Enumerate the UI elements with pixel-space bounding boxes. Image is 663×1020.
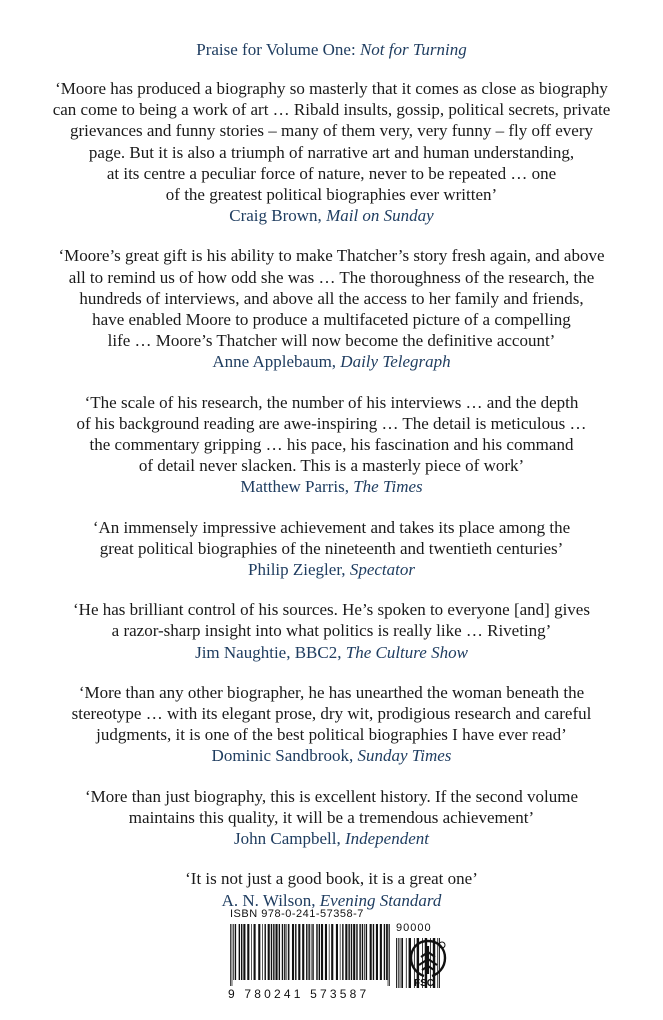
review-quote <box>40 599 623 663</box>
barcode-bar <box>331 924 333 980</box>
barcode-bar <box>329 924 330 980</box>
attribution-author: A. N. Wilson, <box>221 890 320 910</box>
barcode-bar <box>396 938 397 988</box>
barcode-bar <box>243 924 245 980</box>
barcode-bar <box>239 924 240 980</box>
barcode-bar <box>340 924 341 980</box>
barcode-bar <box>356 924 357 980</box>
barcode-bar <box>359 924 360 980</box>
attribution-author: Jim Naughtie, BBC2, <box>195 642 346 662</box>
quote-line: stereotype … with its elegant prose, dry wit, prodigious research and careful <box>71 704 592 724</box>
attribution-author: Matthew Parris, <box>240 477 354 497</box>
barcode-bar <box>241 924 242 980</box>
barcode-bar <box>319 924 320 980</box>
barcode-bar <box>268 924 270 980</box>
barcode-bar <box>298 924 300 980</box>
barcode-bar <box>348 924 349 980</box>
attribution-source: Spectator <box>349 560 415 580</box>
barcode-bar <box>384 924 385 980</box>
review-quotes <box>40 78 623 930</box>
quote-attribution <box>40 351 623 372</box>
barcode-bar <box>286 924 287 980</box>
barcode-bar <box>370 924 372 980</box>
barcode-bar <box>364 924 365 980</box>
barcode-bar <box>233 924 234 980</box>
barcode-bar <box>325 924 327 980</box>
barcode-bar <box>366 924 367 980</box>
quote-line: great political biographies of the nineteenth and twentieth centuries’ <box>99 538 564 558</box>
review-quote <box>40 245 623 372</box>
attribution-source: The Times <box>353 477 423 497</box>
quote-line: hundreds of interviews, and above all the access to her family and friends, <box>79 288 584 308</box>
quote-line: ‘Moore has produced a biography so masterly that it comes as close as biography <box>55 79 608 98</box>
quote-attribution <box>40 205 623 226</box>
attribution-source: Daily Telegraph <box>340 352 451 372</box>
attribution-source: Sunday Times <box>357 746 452 766</box>
quote-attribution <box>40 642 623 663</box>
barcode-bar <box>279 924 280 980</box>
barcode-bar <box>386 924 387 980</box>
quote-attribution <box>40 559 623 580</box>
isbn-label: ISBN 978-0-241-57358-7 <box>230 908 364 920</box>
barcode-bar <box>401 938 403 988</box>
quote-line: ‘More than any other biographer, he has unearthed the woman beneath the <box>78 682 585 702</box>
quote-line: all to remind us of how odd she was … The thoroughness of the research, the <box>68 267 595 287</box>
quote-line: of his background reading are awe-inspiring … The detail is meticulous … <box>76 413 587 433</box>
quote-line: life … Moore’s Thatcher will now become the definitive account’ <box>107 331 556 351</box>
barcode-bar <box>235 924 236 980</box>
review-quote <box>40 786 623 850</box>
barcode-bar <box>251 924 252 980</box>
barcode-bar <box>336 924 338 980</box>
barcode-bar <box>362 924 363 980</box>
quote-attribution <box>40 745 623 766</box>
praise-heading <box>0 40 663 60</box>
quote-line: ‘It is not just a good book, it is a great one’ <box>185 869 478 889</box>
barcode-bar <box>275 924 277 980</box>
barcode-bar <box>288 924 289 980</box>
barcode-bar <box>284 924 285 980</box>
barcode-bar <box>308 924 309 980</box>
review-quote <box>40 517 623 581</box>
attribution-author: John Campbell, <box>234 829 345 849</box>
barcode-bar <box>282 924 283 980</box>
attribution-source: Mail on Sunday <box>326 206 434 226</box>
barcode-bar <box>406 938 407 988</box>
quote-line: ‘He has brilliant control of his sources. He’s spoken to everyone [and] gives <box>73 600 590 620</box>
quote-line: can come to being a work of art … Ribald insults, gossip, political secrets, private <box>52 100 611 120</box>
barcode-bar <box>265 924 266 980</box>
barcode-bar <box>380 924 382 980</box>
barcode-bar <box>345 924 347 980</box>
attribution-author: Dominic Sandbrook, <box>211 746 358 766</box>
barcode-bar <box>302 924 304 980</box>
quote-line: of the greatest political biographies ever written’ <box>165 185 498 205</box>
attribution-author: Philip Ziegler, <box>248 560 350 580</box>
barcode-bar <box>258 924 260 980</box>
barcode-bar <box>292 924 294 980</box>
quote-line: have enabled Moore to produce a multifaceted picture of a compelling <box>92 310 571 330</box>
barcode-bar <box>273 924 274 980</box>
barcode-bar <box>295 924 296 980</box>
quote-line: ‘An immensely impressive achievement and takes its place among the <box>92 517 571 537</box>
attribution-source: The Culture Show <box>345 642 468 662</box>
barcode-bar <box>311 924 312 980</box>
barcode-bar <box>342 924 343 980</box>
quote-line: ‘The scale of his research, the number of his interviews … and the depth <box>84 392 579 412</box>
praise-heading-title: Not for Turning <box>359 40 467 59</box>
attribution-source: Independent <box>344 829 429 849</box>
quote-attribution <box>40 828 623 849</box>
ean-digits: 9 780241 573587 <box>228 987 370 1001</box>
quote-line: maintains this quality, it will be a tremendous achievement’ <box>128 807 535 827</box>
quote-line: judgments, it is one of the best political biographies I have ever read’ <box>96 725 567 745</box>
quote-attribution <box>40 476 623 497</box>
barcode-bar <box>230 924 231 986</box>
review-quote <box>40 78 623 226</box>
barcode-bar <box>373 924 374 980</box>
attribution-author: Anne Applebaum, <box>212 352 341 372</box>
barcode-bar <box>247 924 249 980</box>
quote-line: at its centre a peculiar force of nature, never to be repeated … one <box>106 163 557 183</box>
barcode-bar <box>388 924 389 986</box>
quote-line: grievances and funny stories – many of them very, very funny – fly off every <box>69 121 594 141</box>
addon-number: 90000 <box>396 922 432 934</box>
barcode-bar <box>262 924 263 980</box>
praise-heading-prefix: Praise for Volume One: <box>196 40 360 59</box>
attribution-source: Evening Standard <box>319 890 442 910</box>
quote-line: of detail never slacken. This is a masterly piece of work’ <box>138 456 525 476</box>
review-quote <box>40 392 623 498</box>
barcode-bar <box>232 924 233 986</box>
barcode-bar <box>398 938 399 988</box>
barcode-bar <box>316 924 317 980</box>
review-quote <box>40 682 623 767</box>
barcode-bar <box>312 924 313 980</box>
barcode-bar <box>271 924 272 980</box>
barcode-bar <box>321 924 323 980</box>
quote-line: ‘More than just biography, this is excellent history. If the second volume <box>84 786 579 806</box>
fsc-tree-logo-icon <box>408 938 448 980</box>
fsc-label: FSC <box>414 978 434 989</box>
ean-barcode-bars <box>230 924 390 986</box>
quote-line: page. But it is also a triumph of narrative art and human understanding, <box>88 142 575 162</box>
quote-line: the commentary gripping … his pace, his fascination and his command <box>89 435 574 455</box>
barcode-bar <box>400 938 401 988</box>
barcode-bar <box>353 924 355 980</box>
barcode-bar <box>306 924 307 980</box>
review-quote <box>40 868 623 910</box>
barcode-bar <box>351 924 352 980</box>
barcode-bar <box>376 924 378 980</box>
barcode-bar <box>254 924 256 980</box>
quote-line: a razor-sharp insight into what politics is really like … Riveting’ <box>111 621 552 641</box>
quote-line: ‘Moore’s great gift is his ability to make Thatcher’s story fresh again, and above <box>58 246 605 266</box>
barcode-bar <box>389 924 390 986</box>
attribution-author: Craig Brown, <box>229 206 327 226</box>
